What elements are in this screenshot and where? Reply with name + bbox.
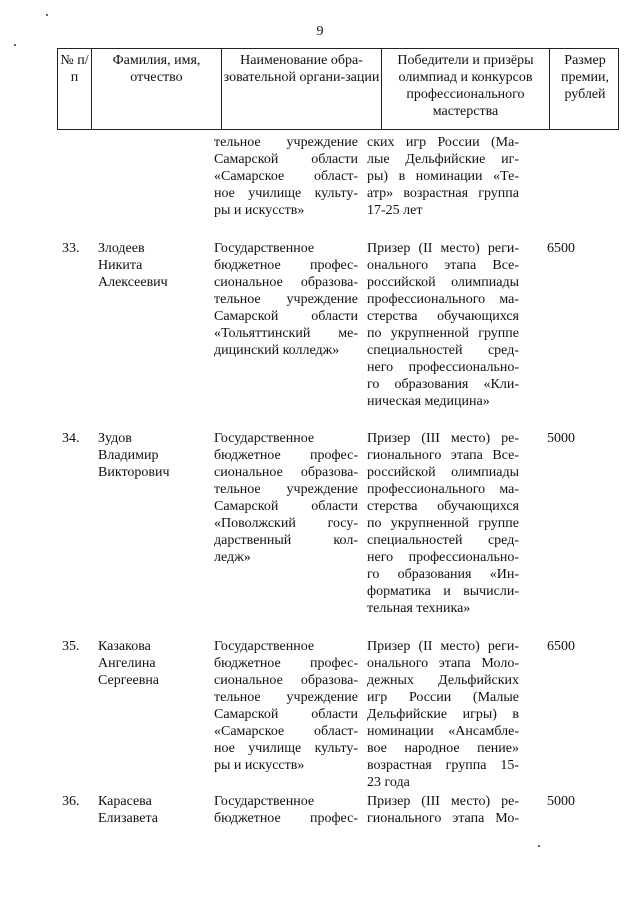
scan-speck	[14, 44, 16, 46]
continued-organization: тельное учреждение Самарской области «Самарское област- ное училище культу- ры и искусств»	[214, 135, 358, 218]
row-number: 34.	[62, 431, 80, 446]
prize-amount: 6500	[547, 241, 575, 256]
organization: Государственное бюджетное профес-	[214, 794, 358, 826]
achievement: Призер (III место) ре- гионального этапа Все- российской олимпиады профессионального ма- стерства обучающихся по укрупненной группе специальностей сред- него профессионально- го образования «Ин- форматика и вычисли- тельная техника»	[367, 431, 519, 616]
scan-speck	[538, 845, 540, 847]
achievement: Призер (III место) ре- гионального этапа Мо-	[367, 794, 519, 826]
header-col-name: Фамилия, имя, отчество	[92, 49, 222, 129]
person-name: Злодеев Никита Алексеевич	[98, 241, 168, 290]
page-number: 9	[316, 24, 324, 39]
person-name: Карасева Елизавета	[98, 794, 159, 826]
achievement: Призер (II место) реги- онального этапа Все- российской олимпиады профессионального ма- стерства обучающихся по укрупненной группе специальностей сред- него профессионально- го образования «Кли- ническая медицина»	[367, 241, 519, 409]
row-number: 35.	[62, 639, 80, 654]
row-number: 36.	[62, 794, 80, 809]
scan-speck	[46, 14, 48, 16]
header-col-number: № п/п	[58, 49, 92, 129]
header-col-prize: Размер премии, рублей	[560, 53, 610, 102]
organization: Государственное бюджетное профес- сиональное образова- тельное учреждение Самарской области «Поволжский госу- дарственный кол- ледж»	[214, 431, 358, 565]
person-name: Казакова Ангелина Сергеевна	[98, 639, 160, 688]
organization: Государственное бюджетное профес- сиональное образова- тельное учреждение Самарской области «Тольяттинский ме- дицинский колледж»	[214, 241, 358, 358]
table-header	[57, 48, 619, 130]
prize-amount: 5000	[547, 794, 575, 809]
prize-amount: 6500	[547, 639, 575, 654]
organization: Государственное бюджетное профес- сиональное образова- тельное учреждение Самарской области «Самарское област- ное училище культу- ры и искусств»	[214, 639, 358, 773]
prize-amount: 5000	[547, 431, 575, 446]
header-col-organization: Наименование обра-зовательной органи-зации	[222, 49, 382, 129]
achievement: Призер (II место) реги- онального этапа Моло- дежных Дельфийских игр России (Малые Дельфийские игры) в номинации «Ансамбле- вое народное пение» возрастная группа 15- 23 года	[367, 639, 519, 790]
row-number: 33.	[62, 241, 80, 256]
continued-achievement: ских игр России (Ма- лые Дельфийские иг- ры) в номинации «Те- атр» возрастная группа 17-25 лет	[367, 135, 519, 218]
header-col-achievement: Победители и призёры олимпиад и конкурсов профессионального мастерства	[382, 49, 550, 129]
person-name: Зудов Владимир Викторович	[98, 431, 170, 480]
